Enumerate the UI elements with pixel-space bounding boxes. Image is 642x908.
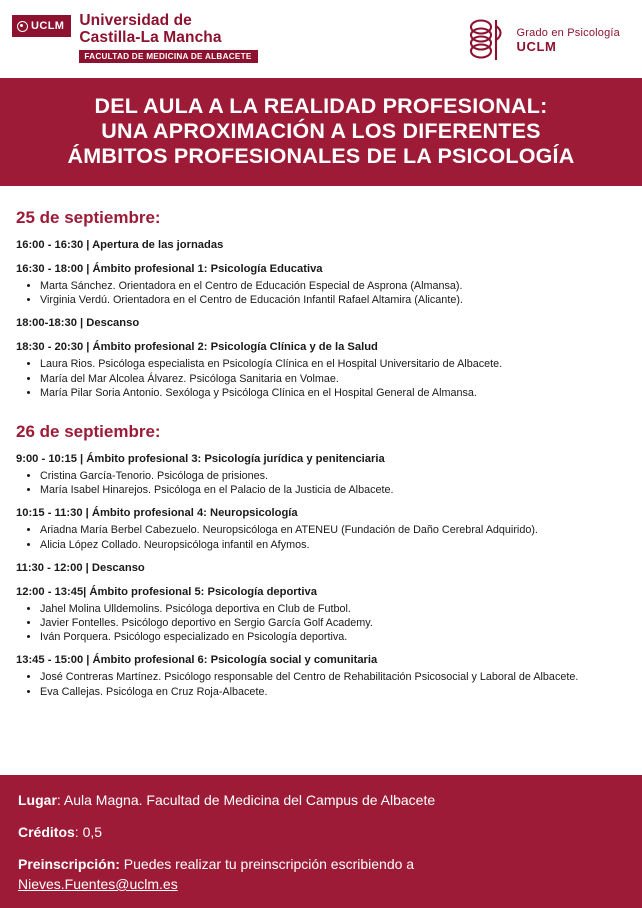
footer-place-value: : Aula Magna. Facultad de Medicina del Campus de Albacete bbox=[56, 792, 436, 808]
poster-header bbox=[0, 0, 642, 78]
session-heading: 9:00 - 10:15 | Ámbito profesional 3: Psicología jurídica y penitenciaria bbox=[16, 453, 385, 466]
degree-line1: Grado en Psicología bbox=[516, 26, 620, 39]
footer-enroll-label: Preinscripción: bbox=[18, 856, 120, 872]
session-heading: 11:30 - 12:00 | Descanso bbox=[16, 561, 145, 574]
list-item: • Eva Callejas. Psicóloga en Cruz Roja-Albacete. bbox=[40, 685, 626, 699]
degree-logo bbox=[466, 16, 620, 64]
title-line3: ÁMBITOS PROFESIONALES DE LA PSICOLOGÍA bbox=[67, 144, 575, 168]
university-line2: Castilla-La Mancha bbox=[79, 29, 222, 46]
poster-footer bbox=[0, 775, 642, 908]
day-title-1: 25 de septiembre: bbox=[16, 208, 161, 227]
session-block bbox=[16, 452, 626, 497]
session-block bbox=[16, 561, 626, 576]
degree-line2: UCLM bbox=[516, 38, 557, 54]
faculty-bar: FACULTAD DE MEDICINA DE ALBACETE bbox=[79, 50, 257, 63]
session-block bbox=[16, 506, 626, 551]
session-block bbox=[16, 585, 626, 645]
footer-credits-value: : 0,5 bbox=[74, 824, 103, 840]
list-item: • Marta Sánchez. Orientadora en el Centro de Educación Especial de Asprona (Almansa). bbox=[40, 279, 626, 293]
list-item: • Ariadna María Berbel Cabezuelo. Neuropsicóloga en ATENEU (Fundación de Daño Cerebral Adquirido). bbox=[40, 523, 626, 537]
list-item: • Laura Rios. Psicóloga especialista en Psicología Clínica en el Hospital Universitario de Albacete. bbox=[40, 357, 626, 371]
program-content bbox=[0, 186, 642, 714]
session-block bbox=[16, 653, 626, 698]
session-block bbox=[16, 316, 626, 331]
list-item: • Cristina García-Tenorio. Psicóloga de prisiones. bbox=[40, 469, 626, 483]
title-line2: UNA APROXIMACIÓN A LOS DIFERENTES bbox=[101, 119, 541, 143]
session-heading: 10:15 - 11:30 | Ámbito profesional 4: Neuropsicología bbox=[16, 507, 298, 520]
speaker-list bbox=[32, 670, 626, 698]
session-block bbox=[16, 262, 626, 307]
degree-text bbox=[517, 27, 620, 54]
list-item: • Javier Fontelles. Psicólogo deportivo en Sergio García Golf Academy. bbox=[40, 616, 626, 630]
title-line1: DEL AULA A LA REALIDAD PROFESIONAL: bbox=[94, 94, 548, 118]
session-block bbox=[16, 238, 626, 253]
list-item: • José Contreras Martínez. Psicólogo responsable del Centro de Rehabilitación Psicosocial y Laboral de Albacete. bbox=[40, 670, 626, 684]
speaker-list bbox=[32, 469, 626, 497]
session-heading: 13:45 - 15:00 | Ámbito profesional 6: Psicología social y comunitaria bbox=[16, 654, 378, 667]
footer-place bbox=[18, 791, 624, 810]
list-item: • Jahel Molina Ulldemolins. Psicóloga deportiva en Club de Futbol. bbox=[40, 602, 626, 616]
speaker-list bbox=[32, 602, 626, 645]
list-item: • María Pilar Soria Antonio. Sexóloga y Psicóloga Clínica en el Hospital General de Almansa. bbox=[40, 386, 626, 400]
footer-enroll-value: Puedes realizar tu preinscripción escribiendo a bbox=[119, 856, 415, 872]
footer-credits bbox=[18, 823, 624, 842]
day-title-2: 26 de septiembre: bbox=[16, 422, 161, 442]
poster-title bbox=[0, 78, 642, 186]
footer-place-label: Lugar bbox=[18, 792, 57, 808]
enrollment-email-link[interactable]: Nieves.Fuentes@uclm.es bbox=[18, 876, 178, 892]
session-block bbox=[16, 340, 626, 400]
session-heading: 12:00 - 13:45| Ámbito profesional 5: Psicología deportiva bbox=[16, 585, 317, 598]
speaker-list bbox=[32, 279, 626, 307]
list-item: • María Isabel Hinarejos. Psicóloga en el Palacio de la Justicia de Albacete. bbox=[40, 483, 626, 497]
psi-symbol-icon bbox=[466, 16, 510, 64]
list-item: • Iván Porquera. Psicólogo especializado en Psicología deportiva. bbox=[40, 630, 626, 644]
speaker-list bbox=[32, 523, 626, 551]
footer-credits-label: Créditos bbox=[18, 824, 75, 840]
session-heading: 16:30 - 18:00 | Ámbito profesional 1: Psicología Educativa bbox=[16, 263, 323, 275]
uclm-mark-label: UCLM bbox=[31, 20, 65, 32]
speaker-list bbox=[32, 357, 626, 400]
university-line1: Universidad de bbox=[79, 12, 192, 29]
session-heading: 16:00 - 16:30 | Apertura de las jornadas bbox=[16, 239, 224, 251]
footer-enrollment bbox=[18, 855, 624, 894]
university-name bbox=[79, 12, 257, 64]
session-heading: 18:30 - 20:30 | Ámbito profesional 2: Psicología Clínica y de la Salud bbox=[16, 341, 378, 354]
list-item: • Virginia Verdú. Orientadora en el Centro de Educación Infantil Rafael Altamira (Alicante). bbox=[40, 293, 626, 307]
list-item: • Alicia López Collado. Neuropsicóloga infantil en Afymos. bbox=[40, 538, 626, 552]
list-item: • María del Mar Alcolea Álvarez. Psicóloga Sanitaria en Volmae. bbox=[40, 372, 626, 386]
session-heading: 18:00-18:30 | Descanso bbox=[16, 317, 140, 330]
uclm-seal-badge bbox=[12, 15, 71, 37]
seal-icon bbox=[17, 21, 28, 32]
uclm-logo bbox=[12, 12, 258, 64]
